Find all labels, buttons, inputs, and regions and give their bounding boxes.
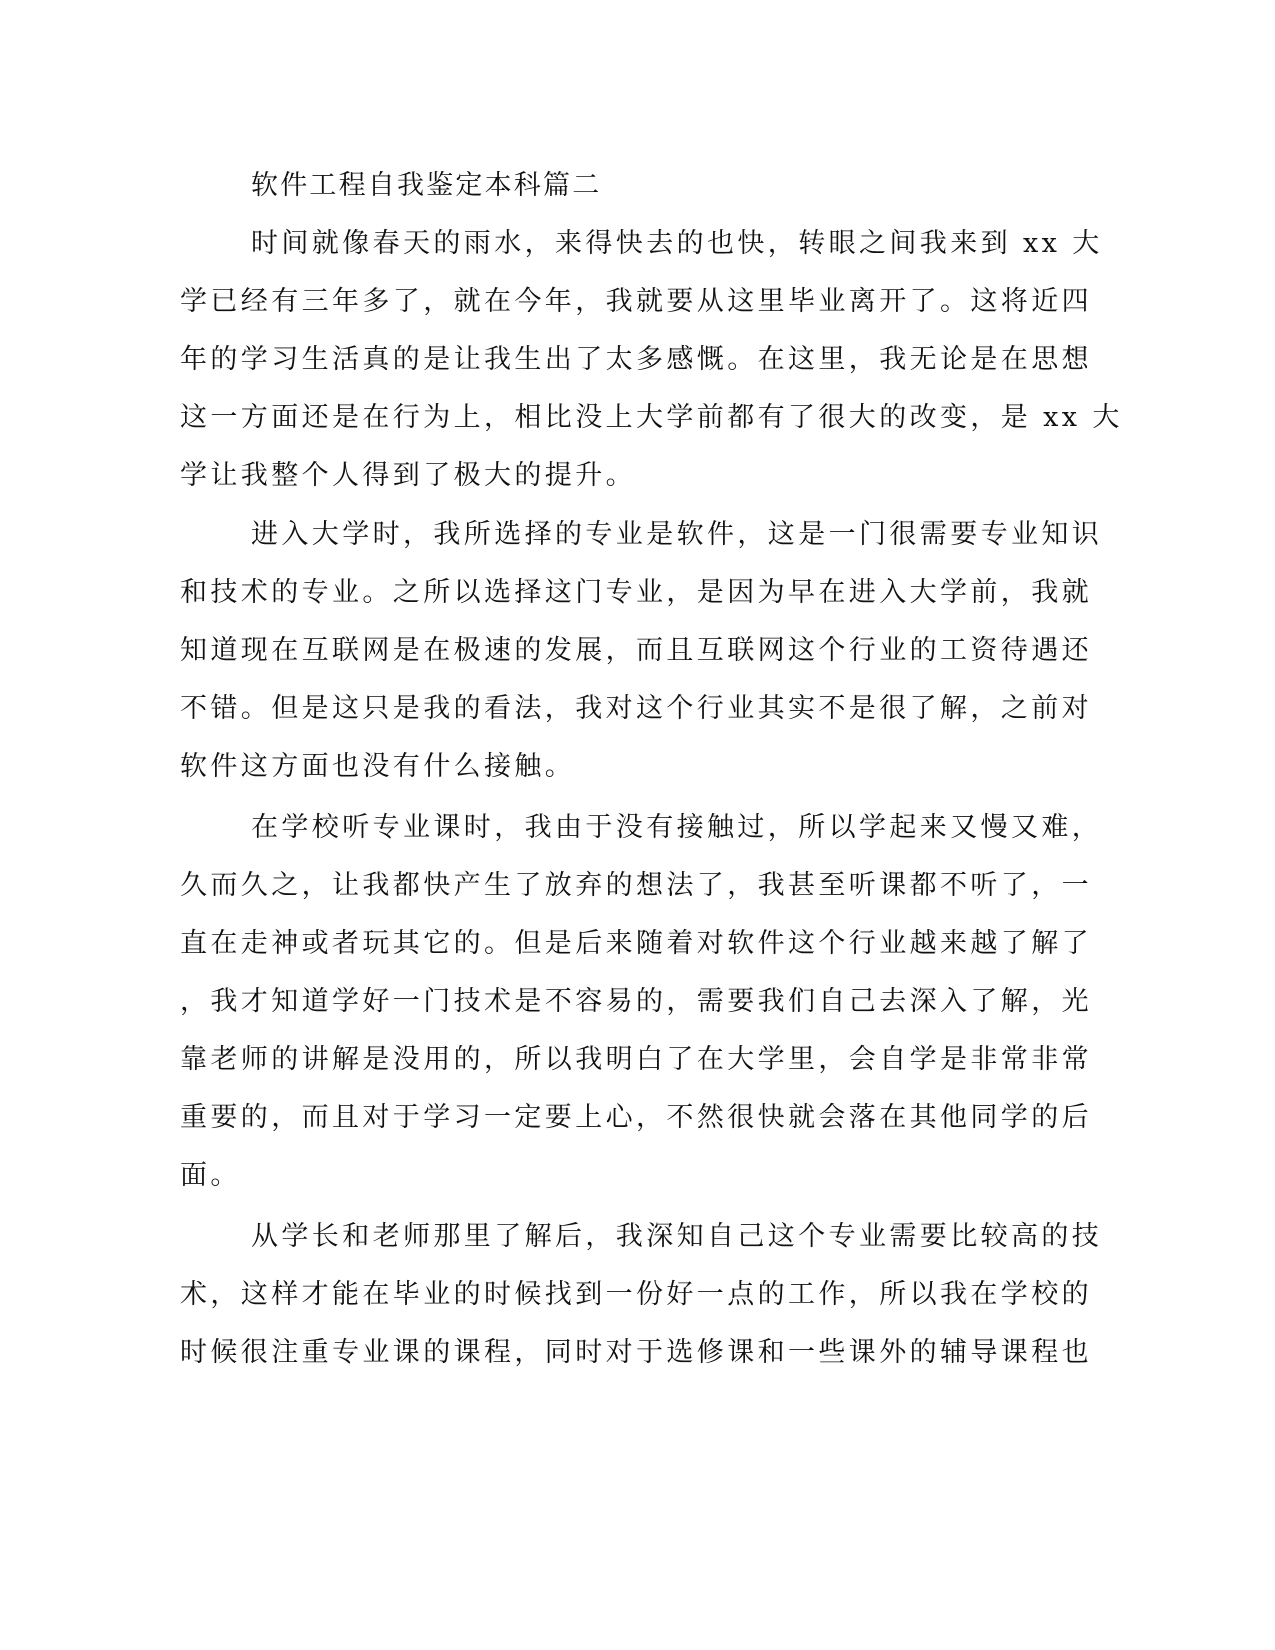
paragraph-line: ，我才知道学好一门技术是不容易的，需要我们自己去深入了解，光 xyxy=(180,986,1092,1017)
paragraph-line: 从学长和老师那里了解后，我深知自己这个专业需要比较高的技 xyxy=(251,1221,1103,1252)
paragraph-line: 这一方面还是在行为上，相比没上大学前都有了很大的改变，是 xx 大 xyxy=(180,402,1123,433)
paragraph-line: 进入大学时，我所选择的专业是软件，这是一门很需要专业知识 xyxy=(251,519,1103,550)
paragraph-line: 面。 xyxy=(180,1160,241,1191)
paragraph-line: 时间就像春天的雨水，来得快去的也快，转眼之间我来到 xx 大 xyxy=(251,228,1103,259)
paragraph-line: 年的学习生活真的是让我生出了太多感慨。在这里，我无论是在思想 xyxy=(180,344,1092,375)
paragraph-line: 时候很注重专业课的课程，同时对于选修课和一些课外的辅导课程也 xyxy=(180,1337,1092,1368)
paragraph-line: 重要的，而且对于学习一定要上心，不然很快就会落在其他同学的后 xyxy=(180,1102,1092,1133)
paragraph-line: 软件这方面也没有什么接触。 xyxy=(180,751,576,782)
paragraph-line: 学让我整个人得到了极大的提升。 xyxy=(180,460,636,491)
paragraph-line: 靠老师的讲解是没用的，所以我明白了在大学里，会自学是非常非常 xyxy=(180,1044,1092,1075)
paragraph-line: 知道现在互联网是在极速的发展，而且互联网这个行业的工资待遇还 xyxy=(180,635,1092,666)
paragraph-line: 学已经有三年多了，就在今年，我就要从这里毕业离开了。这将近四 xyxy=(180,286,1092,317)
paragraph-line: 不错。但是这只是我的看法，我对这个行业其实不是很了解，之前对 xyxy=(180,693,1092,724)
paragraph-line: 和技术的专业。之所以选择这门专业，是因为早在进入大学前，我就 xyxy=(180,577,1092,608)
paragraph-line: 久而久之，让我都快产生了放弃的想法了，我甚至听课都不听了，一 xyxy=(180,870,1092,901)
paragraph-line: 在学校听专业课时，我由于没有接触过，所以学起来又慢又难， xyxy=(251,812,1103,843)
document-title: 软件工程自我鉴定本科篇二 xyxy=(251,170,602,201)
paragraph-line: 术，这样才能在毕业的时候找到一份好一点的工作，所以我在学校的 xyxy=(180,1279,1092,1310)
paragraph-line: 直在走神或者玩其它的。但是后来随着对软件这个行业越来越了解了 xyxy=(180,928,1092,959)
